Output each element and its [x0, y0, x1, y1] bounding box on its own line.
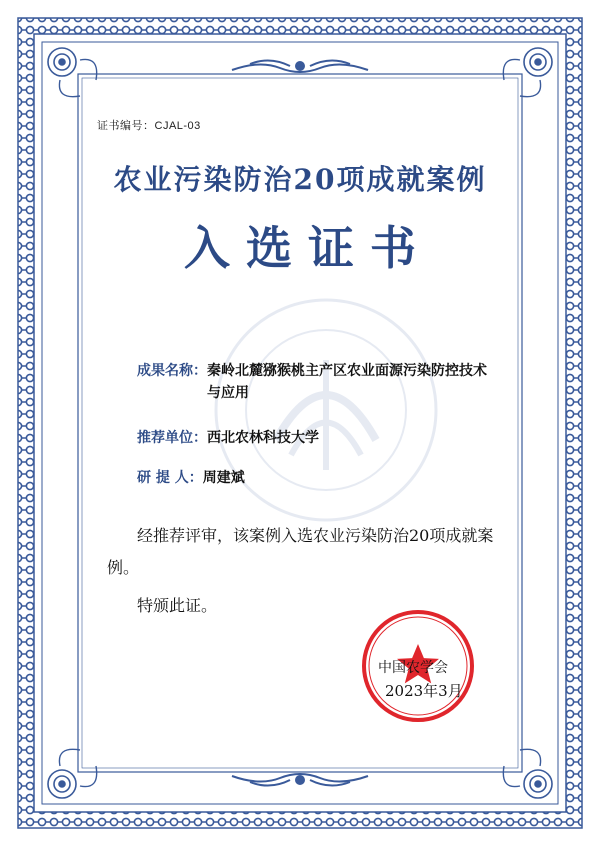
- issuer-name: 中国农学会: [378, 660, 448, 676]
- field-value: 秦岭北麓猕猴桃主产区农业面源污染防控技术: [207, 363, 487, 379]
- field-value-continued: 与应用: [207, 385, 249, 401]
- certificate-heading: 入选证书: [184, 221, 432, 275]
- certificate-closing: 特颁此证。: [137, 596, 218, 615]
- certificate-body: 经推荐评审，该案例入选农业污染防治20项成就案例。: [107, 526, 494, 577]
- certificate-title: 农业污染防治20项成就案例: [113, 163, 487, 196]
- field-label: 成果名称：: [137, 363, 207, 379]
- certificate-number: 证书编号：CJAL-03: [97, 120, 201, 132]
- watermark-emblem: [206, 290, 446, 530]
- field-label: 研 提 人：: [137, 470, 203, 486]
- field-recommending-unit: [137, 427, 319, 447]
- issue-date: 2023年3月: [385, 682, 463, 700]
- field-label: 推荐单位：: [137, 430, 207, 446]
- field-value: 周建斌: [202, 470, 245, 486]
- field-achievement-name: [137, 360, 507, 404]
- field-researcher: [137, 467, 245, 487]
- field-value: 西北农林科技大学: [207, 430, 319, 446]
